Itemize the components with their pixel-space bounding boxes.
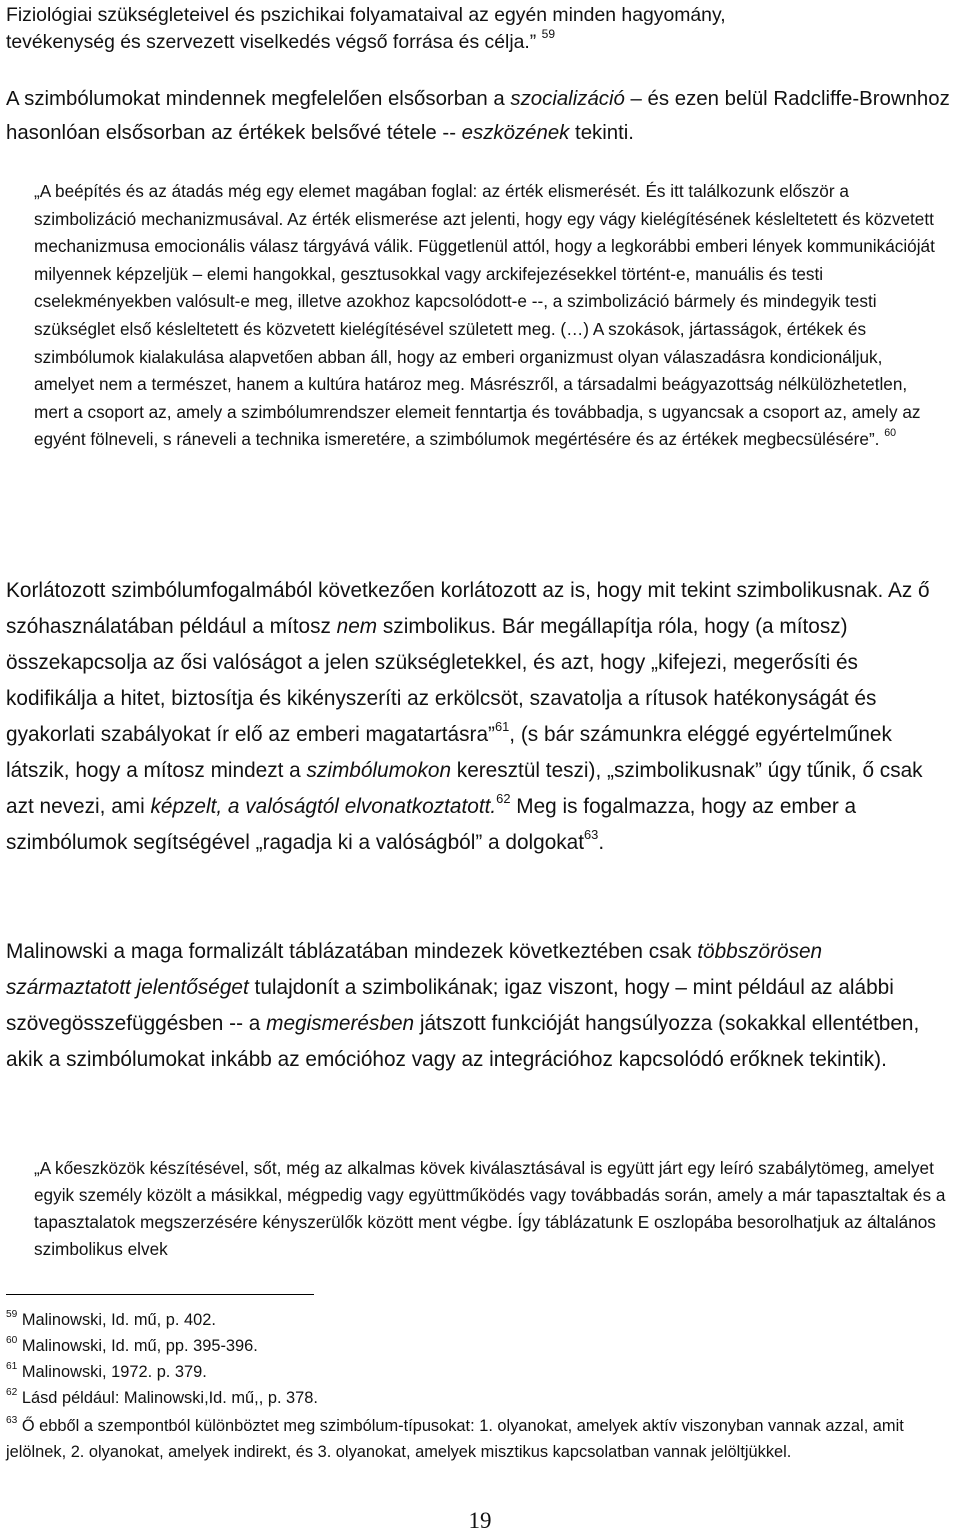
paragraph-malinowski: Malinowski a maga formalizált táblázatában mindezek következtében csak többszörösen származtatott jelentőséget tulajdonít a szimbolikának; igaz viszont, hogy – mint például az alábbi szövegösszefüggésben -- a megismerésben játszott funkcióját hangsúlyozza (sokakkal ellentétben, akik a szimbólumokat inkább az emócióhoz vagy az integrációhoz kapcsolódó erőknek tekintik). xyxy=(6,940,920,1071)
footnote-ref-59[interactable]: 59 xyxy=(541,27,556,42)
footnote-ref-61[interactable]: 61 xyxy=(494,718,510,734)
footnote-ref-63[interactable]: 63 xyxy=(584,826,599,842)
footnote-separator xyxy=(6,1294,314,1295)
top-line-1: Fiziológiai szükségleteivel és pszichikai folyamataival az egyén minden hagyomány, xyxy=(6,4,726,26)
top-paragraph xyxy=(6,2,952,56)
block-quote-1 xyxy=(34,178,946,454)
quote-2-text: „A kőeszközök készítésével, sőt, még az alkalmas kövek kiválasztásával is együtt járt egy leíró szabálytömeg, amelyet egyik személy közölt a másikkal, mégpedig vagy együttműködés vagy továbbadás során, amely a már tapasztaltak és a tapasztalatok megszerzésére kényszerülők között ment végbe. Így táblázatunk E oszlopába besorolhatjuk az általános szimbolikus elvek xyxy=(34,1158,946,1259)
page-number: 19 xyxy=(468,1508,492,1533)
footnote-62: $^{62}$ Lásd például: Malinowski,Id. mű,, p. 378. xyxy=(6,1386,318,1407)
footnote-61: $^{61}$ Malinowski, 1972. p. 379. xyxy=(6,1360,207,1381)
quote-1-text: „A beépítés és az átadás még egy elemet magában foglal: az érték elismerését. És itt találkozunk először a szimbolizáció mechanizmusával. Az érték elismerése azt jelenti, hogy egy vágy kielégítésének késleltetett és közvetett mechanizmusa emocionális válasz tárgyává válik. Függetlenül attól, hogy a legkorábbi emberi lények kommunikációját milyennek képzeljük – elemi hangokkal, gesztusokkal vagy arckifejezésekkel történt-e, manuális és testi cselekményekben valósult-e meg, illetve azokhoz kapcsolódott-e --, a szimbolizáció bármely és mindegyik testi szükséglet első késleltetett és közvetett kielégítésével született meg. (…) A szokások, jártasságok, értékek és szimbólumok kialakulása alapvetően abban áll, hogy az emberi organizmust olyan válaszadásra kondicionáljuk, amelyet nem a természet, hanem a kultúra határoz meg. Másrészről, a társadalmi beágyazottság nélkülözhetetlen, mert a csoport az, amely a szimbólumrendszer elemeit fenntartja és továbbadja, s ugyancsak a csoport az, amely az egyént fölneveli, s ráneveli a technika ismeretére, a szimbólumok megértésére és az értékek megbecsülésére”. xyxy=(34,181,935,450)
top-line-2: tevékenység és szervezett viselkedés végső forrása és célja.” xyxy=(6,31,537,53)
paragraph-socialization: A szimbólumokat mindennek megfelelően elsősorban a szocializáció – és ezen belül Radcliffe-Brownhoz hasonlóan elsősorban az értékek belsővé tétele -- eszközének tekinti. xyxy=(6,88,950,144)
emphasis-not: nem xyxy=(336,615,378,638)
footnote-ref-60[interactable]: 60 xyxy=(884,427,897,440)
footnote-ref-62[interactable]: 62 xyxy=(496,790,511,806)
footnote-59: $^{59}$ Malinowski, Id. mű, p. 402. xyxy=(6,1308,216,1329)
emphasis-derived-significance: többszörösen származtatott jelentőséget xyxy=(6,940,823,999)
emphasis-symbols: szimbólumokon xyxy=(306,759,452,782)
footnote-63: $^{63}$ Ő ebből a szempontból különböztet meg szimbólum-típusokat: 1. olyanokat, amelyek aktív viszonyban vannak azzal, amit jelölnek, 2. olyanokat, amelyek indirekt, és 3. olyanokat, amelyek misztikus kapcsolatban vannak jelöltjükkel. xyxy=(6,1414,904,1461)
emphasis-imagined: képzelt, a valóságtól elvonatkoztatott. xyxy=(150,795,497,818)
emphasis-cognition: megismerésben xyxy=(266,1012,415,1035)
footnote-60: $^{60}$ Malinowski, Id. mű, pp. 395-396. xyxy=(6,1334,258,1355)
emphasis-socialization: szocializáció xyxy=(510,88,625,110)
block-quote-2 xyxy=(34,1155,946,1263)
emphasis-means: eszközének xyxy=(461,122,570,144)
paragraph-myth: Korlátozott szimbólumfogalmából következően korlátozott az is, hogy mit tekint szimbolikusnak. Az ő szóhasználatában például a mítosz nem szimbolikus. Bár megállapítja róla, hogy (a mítosz) összekapcsolja az ősi valóságot a jelen szükségletekkel, és azt, hogy „kifejezi, megerősíti és kodifikálja a hitet, biztosítja és kikényszeríti az erkölcsöt, szavatolja a rítusok hatékonyságát és gyakorlati szabályokat ír elő az emberi magatartásra”$^{61}$, (s bár számunkra eléggé egyértelműnek látszik, hogy a mítosz mindezt a szimbólumokon keresztül teszi), „szimbolikusnak” úgy tűnik, ő csak azt nevezi, ami képzelt, a valóságtól elvonatkoztatott.$^{62}$ Meg is fogalmazza, hogy az ember a szimbólumok segítségével „ragadja ki a valóságból” a dolgokat$^{63}$. xyxy=(6,579,930,854)
